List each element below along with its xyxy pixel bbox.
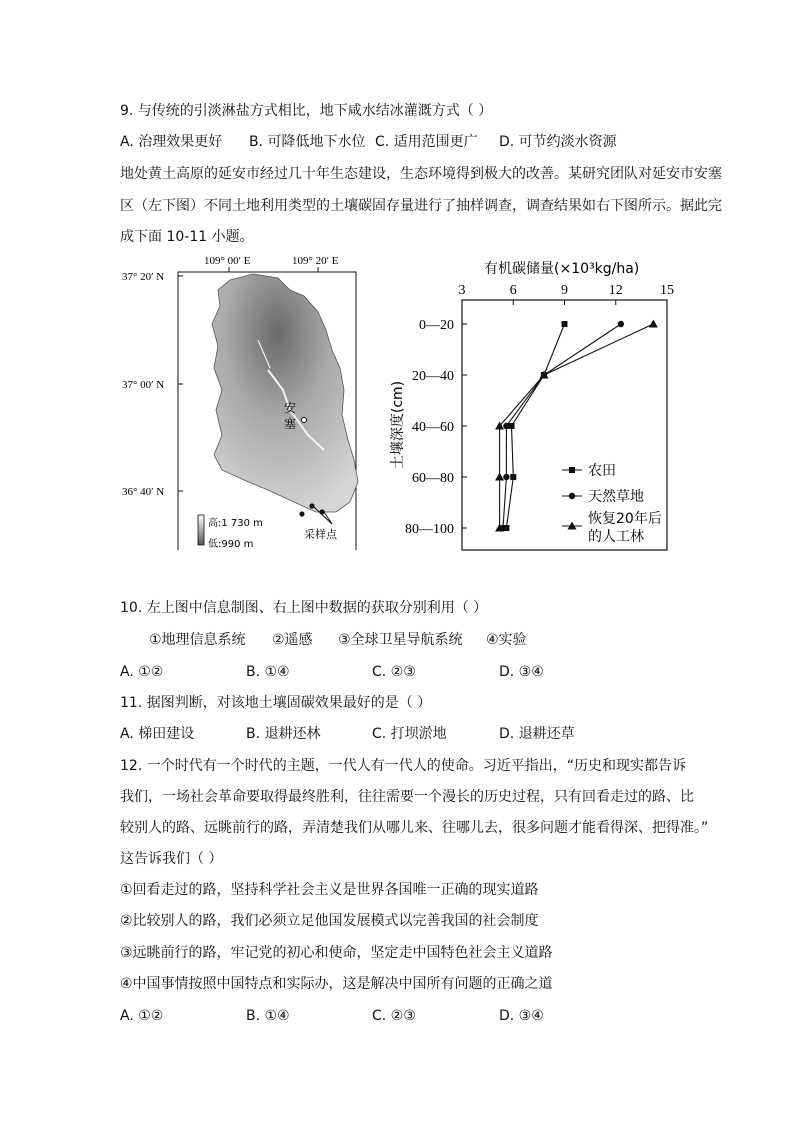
legend-marker-farmland xyxy=(569,467,575,473)
legend-high: 高:1 730 m xyxy=(208,518,263,529)
q11-option-a: A. 梯田建设 xyxy=(120,726,195,742)
y-axis-categories xyxy=(405,318,467,537)
y-tick-label-4: 80—100 xyxy=(405,522,454,537)
series-2-point-3 xyxy=(495,473,504,481)
q11-option-b: B. 退耕还林 xyxy=(246,726,321,742)
x-tick-label-4: 15 xyxy=(660,283,674,298)
y-tick-label-0: 0—20 xyxy=(419,318,454,333)
q11-option-c: C. 打坝淤地 xyxy=(372,726,447,742)
q12-option-b: B. ①④ xyxy=(246,1008,290,1024)
lon-label-1: 109° 00′ E xyxy=(204,255,251,267)
x-tick-label-2: 9 xyxy=(561,283,568,298)
sample-label: 采样点 xyxy=(304,528,337,541)
q12-line-4: 这告诉我们（ ） xyxy=(120,851,223,867)
q10-stem: 10. 左上图中信息制图、右上图中数据的获取分别利用（ ） xyxy=(120,600,488,616)
q9-option-a: A. 治理效果更好 xyxy=(120,134,223,150)
q12-item-4: ④中国事情按照中国特点和实际办，这是解决中国所有问题的正确之道 xyxy=(120,976,553,992)
q10-item-4: ④实验 xyxy=(486,632,527,648)
series-1-point-2 xyxy=(503,423,509,429)
q10-item-3: ③全球卫星导航系统 xyxy=(338,632,463,648)
chart-legend xyxy=(562,463,662,545)
legend-label-grassland: 天然草地 xyxy=(588,489,644,505)
lat-label-3: 36° 40′ N xyxy=(122,486,165,498)
series-0-point-0 xyxy=(562,321,568,327)
y-tick-label-2: 40—60 xyxy=(412,420,454,435)
ansai-map xyxy=(118,250,368,550)
q12-item-1: ①回看走过的路，坚持科学社会主义是世界各国唯一正确的现实道路 xyxy=(120,882,539,898)
q10-option-c: C. ②③ xyxy=(372,664,416,680)
legend-label-farmland: 农田 xyxy=(588,463,616,479)
q11-option-d: D. 退耕还草 xyxy=(499,726,575,742)
elevation-legend-bar xyxy=(198,515,204,545)
intro-line-1: 地处黄土高原的延安市经过几十年生态建设，生态环境得到极大的改善。某研究团队对延安市安塞 xyxy=(120,166,722,182)
q10-option-a: A. ①② xyxy=(120,664,164,680)
ansai-city-marker xyxy=(302,418,307,423)
intro-line-2: 区（左下图）不同土地利用类型的土壤碳固存量进行了抽样调查，调查结果如右下图所示。据此完 xyxy=(120,198,722,214)
q12-line-2: 我们，一场社会革命要取得最终胜利，往往需要一个漫长的历史过程，只有回看走过的路、比 xyxy=(120,789,694,805)
place-name-ansai-1: 安 xyxy=(284,401,297,415)
q12-line-3: 较别人的路、远眺前行的路，弄清楚我们从哪儿来、往哪儿去，很多问题才能看得深、把得准。” xyxy=(120,820,709,836)
q9-option-c: C. 适用范围更广 xyxy=(375,134,478,150)
legend-low: 低:990 m xyxy=(208,539,254,550)
q11-stem: 11. 据图判断，对该地土壤固碳效果最好的是（ ） xyxy=(120,695,432,711)
sample-point-2 xyxy=(309,503,314,508)
q10-option-d: D. ③④ xyxy=(499,664,544,680)
lat-label-2: 37° 00′ N xyxy=(122,379,165,391)
series-2-point-0 xyxy=(649,320,658,328)
sample-point-1 xyxy=(299,511,304,516)
place-name-ansai-2: 塞 xyxy=(284,417,297,431)
x-tick-label-0: 3 xyxy=(458,283,466,298)
q9-option-d: D. 可节约淡水资源 xyxy=(499,134,617,150)
x-axis-ticks xyxy=(459,283,675,305)
intro-line-3: 成下面 10-11 小题。 xyxy=(120,229,254,245)
q12-item-3: ③远眺前行的路，牢记党的初心和使命，坚定走中国特色社会主义道路 xyxy=(120,945,553,961)
carbon-chart xyxy=(376,252,696,554)
x-tick-label-3: 12 xyxy=(608,283,623,298)
q12-item-2: ②比较别人的路，我们必须立足他国发展模式以完善我国的社会制度 xyxy=(120,913,539,929)
legend-marker-grassland xyxy=(569,493,575,499)
q12-option-d: D. ③④ xyxy=(499,1008,544,1024)
q12-line-1: 12. 一个时代有一个时代的主题，一代人有一代人的使命。习近平指出，“历史和现实都告诉 xyxy=(120,758,686,774)
series-line-0 xyxy=(506,324,564,528)
q12-option-c: C. ②③ xyxy=(372,1008,416,1024)
legend-label-forest-line1: 恢复20年后 xyxy=(588,511,662,527)
q9-option-b: B. 可降低地下水位 xyxy=(249,134,366,150)
lon-label-2: 109° 20′ E xyxy=(292,255,339,267)
chart-title: 有机碳储量(×10³kg/ha) xyxy=(484,261,640,277)
sample-point-3 xyxy=(319,509,324,514)
q10-option-b: B. ①④ xyxy=(246,664,290,680)
q10-item-1: ①地理信息系统 xyxy=(149,632,246,648)
series-0-point-3 xyxy=(510,474,516,480)
q10-item-2: ②遥感 xyxy=(272,632,313,648)
y-tick-label-3: 60—80 xyxy=(412,471,454,486)
y-axis-label: 土壤深度(cm) xyxy=(390,380,406,470)
legend-label-forest-line2: 的人工林 xyxy=(588,529,644,545)
q12-option-a: A. ①② xyxy=(120,1008,164,1024)
x-tick-label-1: 6 xyxy=(509,283,517,298)
series-1-point-3 xyxy=(503,474,509,480)
q9-stem: 9. 与传统的引淡淋盐方式相比，地下咸水结冰灌溉方式（ ） xyxy=(120,103,493,119)
lat-label-1: 37° 20′ N xyxy=(122,271,165,283)
series-1-point-0 xyxy=(618,321,624,327)
y-tick-label-1: 20—40 xyxy=(412,369,454,384)
